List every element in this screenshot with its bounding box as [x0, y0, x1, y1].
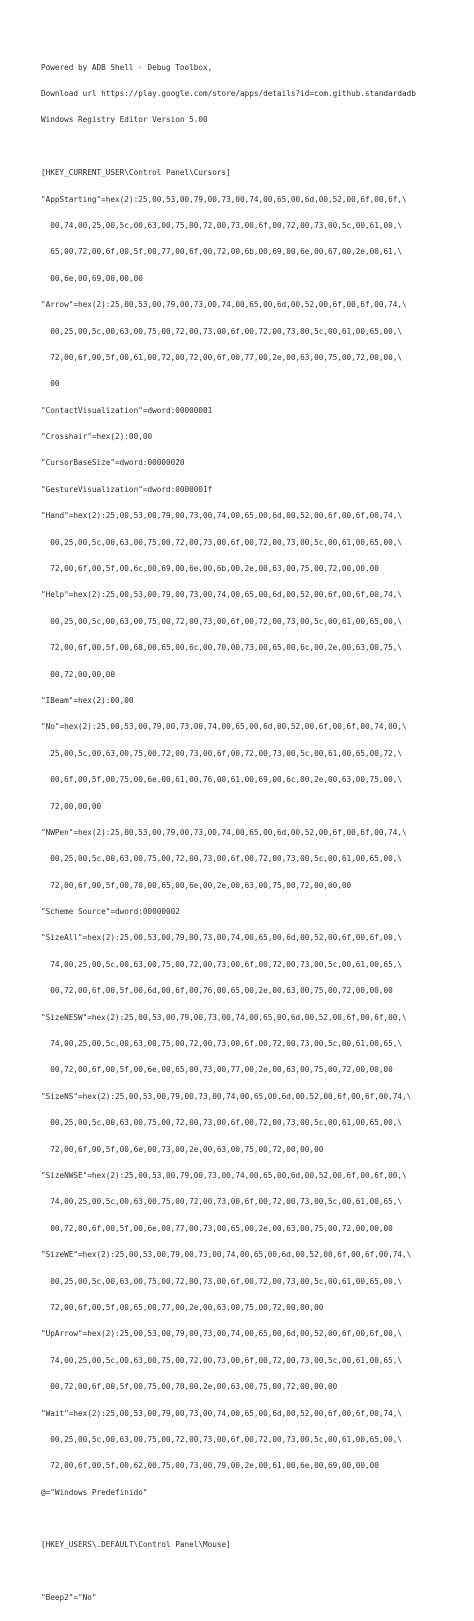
registry-value-line: 00,74,00,25,00,5c,00,63,00,75,00,72,00,73,00,6f,00,72,00,73,00,5c,00,61,00,\	[41, 220, 403, 230]
registry-value-line: 00,6f,00,5f,00,75,00,6e,00,61,00,76,00,61,00,69,00,6c,00,2e,00,63,00,75,00,\	[41, 775, 403, 785]
registry-value-line: 00,25,00,5c,00,63,00,75,00,72,00,73,00,6f,00,72,00,73,00,5c,00,61,00,65,00,\	[41, 1118, 403, 1128]
registry-value-line: 25,00,5c,00,63,00,75,00,72,00,73,00,6f,00,72,00,73,00,5c,00,61,00,65,00,72,\	[41, 748, 403, 758]
registry-value-line: 00,72,00,6f,00,5f,00,6e,00,65,00,73,00,77,00,2e,00,63,00,75,00,72,00,00,00	[41, 1065, 393, 1075]
registry-value-line: "Arrow"=hex(2):25,00,53,00,79,00,73,00,74,00,65,00,6d,00,52,00,6f,00,6f,00,74,\	[41, 300, 407, 310]
registry-value-line: 00,72,00,6f,00,5f,00,6d,00,6f,00,76,00,65,00,2e,00,63,00,75,00,72,00,00,00	[41, 986, 393, 996]
registry-value-line: 00,25,00,5c,00,63,00,75,00,72,00,73,00,6f,00,72,00,73,00,5c,00,61,00,65,00,\	[41, 1434, 403, 1444]
registry-value-line: 72,00,6f,00,5f,00,61,00,72,00,72,00,6f,00,77,00,2e,00,63,00,75,00,72,00,00,\	[41, 352, 403, 362]
registry-value-line: 72,00,6f,00,5f,00,62,00,75,00,73,00,79,00,2e,00,61,00,6e,00,69,00,00,00	[41, 1461, 379, 1471]
registry-value-line: 00,6e,00,69,00,00,00	[41, 273, 143, 283]
registry-value-line: 00,25,00,5c,00,63,00,75,00,72,00,73,00,6f,00,72,00,73,00,5c,00,61,00,65,00,\	[41, 1276, 403, 1286]
registry-value-line: 00	[41, 379, 60, 389]
registry-value-beep2: "Beep2"="No"	[41, 1593, 97, 1603]
registry-value-line: "SizeNWSE"=hex(2):25,00,53,00,79,00,73,00,74,00,65,00,6d,00,52,00,6f,00,6f,00,\	[41, 1171, 407, 1180]
registry-value-line: 00,25,00,5c,00,63,00,75,00,72,00,73,00,6f,00,72,00,73,00,5c,00,61,00,65,00,\	[41, 537, 403, 547]
header-line-editor-version: Windows Registry Editor Version 5.00	[41, 115, 208, 125]
registry-value-line: "Hand"=hex(2):25,00,53,00,79,00,73,00,74,00,65,00,6d,00,52,00,6f,00,6f,00,74,\	[41, 511, 403, 521]
registry-value-line: 00,25,00,5c,00,63,00,75,00,72,00,73,00,6f,00,72,00,73,00,5c,00,61,00,65,00,\	[41, 854, 403, 864]
registry-value-line: "Crosshair"=hex(2):00,00	[41, 432, 153, 442]
registry-value-line: 74,00,25,00,5c,00,63,00,75,00,72,00,73,00,6f,00,72,00,73,00,5c,00,61,00,65,\	[41, 1039, 403, 1049]
registry-value-line: 74,00,25,00,5c,00,63,00,75,00,72,00,73,00,6f,00,72,00,73,00,5c,00,61,00,65,\	[41, 1197, 403, 1207]
registry-value-line: 72,00,6f,00,5f,00,65,00,77,00,2e,00,63,00,75,00,72,00,00,00	[41, 1302, 324, 1312]
registry-value-line: 65,00,72,00,6f,00,5f,00,77,00,6f,00,72,00,6b,00,69,00,6e,00,67,00,2e,00,61,\	[41, 247, 403, 257]
registry-value-line: 00,25,00,5c,00,63,00,75,00,72,00,73,00,6f,00,72,00,73,00,5c,00,61,00,65,00,\	[41, 616, 403, 626]
registry-value-line: "AppStarting"=hex(2):25,00,53,00,79,00,73,00,74,00,65,00,6d,00,52,00,6f,00,6f,\	[41, 194, 407, 204]
registry-value-line: "CursorBaseSize"=dword:00000020	[41, 458, 185, 468]
registry-value-line: 00,72,00,00,00	[41, 669, 116, 679]
registry-value-line: "SizeAll"=hex(2):25,00,53,00,79,00,73,00,74,00,65,00,6d,00,52,00,6f,00,6f,00,\	[41, 933, 403, 943]
blank-line	[41, 143, 467, 152]
registry-value-line: "Scheme Source"=dword:00000002	[41, 907, 180, 917]
registry-value-line: "Help"=hex(2):25,00,53,00,79,00,73,00,74,00,65,00,6d,00,52,00,6f,00,6f,00,74,\	[41, 590, 403, 600]
registry-value-line: 74,00,25,00,5c,00,63,00,75,00,72,00,73,00,6f,00,72,00,73,00,5c,00,61,00,65,\	[41, 959, 403, 969]
registry-value-line: 00,25,00,5c,00,63,00,75,00,72,00,73,00,6f,00,72,00,73,00,5c,00,61,00,65,00,\	[41, 326, 403, 336]
registry-value-line: "SizeNESW"=hex(2):25,00,53,00,79,00,73,00,74,00,65,00,6d,00,52,00,6f,00,6f,00,\	[41, 1012, 407, 1022]
registry-value-line: 74,00,25,00,5c,00,63,00,75,00,72,00,73,00,6f,00,72,00,73,00,5c,00,61,00,65,\	[41, 1355, 403, 1365]
header-line-download-url: Download url https://play.google.com/store/apps/details?id=com.github.standardadb	[41, 88, 416, 98]
registry-value-line: "NWPen"=hex(2):25,00,53,00,79,00,73,00,74,00,65,00,6d,00,52,00,6f,00,6f,00,74,\	[41, 827, 407, 837]
registry-value-line: "SizeWE"=hex(2):25,00,53,00,79,00,73,00,74,00,65,00,6d,00,52,00,6f,00,6f,00,74,\	[41, 1250, 412, 1260]
registry-default-value: @="Windows Predefinido"	[41, 1487, 148, 1497]
registry-value-line: 00,72,00,6f,00,5f,00,75,00,70,00,2e,00,63,00,75,00,72,00,00,00	[41, 1382, 338, 1392]
registry-value-line: 72,00,6f,00,5f,00,70,00,65,00,6e,00,2e,00,63,00,75,00,72,00,00,00	[41, 880, 352, 890]
registry-key-mouse: [HKEY_USERS\.DEFAULT\Control Panel\Mouse]	[41, 1540, 231, 1550]
registry-value-line: 72,00,00,00	[41, 801, 102, 811]
header-line-powered-by: Powered by ADB Shell - Debug Toolbox,	[41, 62, 213, 72]
registry-value-line: 72,00,6f,00,5f,00,68,00,65,00,6c,00,70,00,73,00,65,00,6c,00,2e,00,63,00,75,\	[41, 643, 403, 653]
registry-key-cursors: [HKEY_CURRENT_USER\Control Panel\Cursors]	[41, 168, 231, 178]
registry-value-line: 72,00,6f,00,5f,00,6e,00,73,00,2e,00,63,00,75,00,72,00,00,00	[41, 1144, 324, 1154]
registry-value-line: "IBeam"=hex(2):00,00	[41, 695, 134, 705]
registry-value-line: "SizeNS"=hex(2):25,00,53,00,79,00,73,00,74,00,65,00,6d,00,52,00,6f,00,6f,00,74,\	[41, 1091, 412, 1101]
registry-value-line: "No"=hex(2):25,00,53,00,79,00,73,00,74,00,65,00,6d,00,52,00,6f,00,6f,00,74,00,\	[41, 722, 407, 732]
registry-value-line: "GestureVisualization"=dword:0000001f	[41, 484, 213, 494]
registry-text-block	[41, 46, 467, 1621]
registry-value-line: "ContactVisualization"=dword:00000001	[41, 405, 213, 415]
registry-value-line: "Wait"=hex(2):25,00,53,00,79,00,73,00,74,00,65,00,6d,00,52,00,6f,00,6f,00,74,\	[41, 1408, 403, 1418]
registry-value-line: 00,72,00,6f,00,5f,00,6e,00,77,00,73,00,65,00,2e,00,63,00,75,00,72,00,00,00	[41, 1223, 393, 1233]
registry-value-line: 72,00,6f,00,5f,00,6c,00,69,00,6e,00,6b,00,2e,00,63,00,75,00,72,00,00,00	[41, 564, 379, 574]
blank-line	[41, 1568, 467, 1577]
blank-line	[41, 1515, 467, 1524]
registry-value-line: "UpArrow"=hex(2):25,00,53,00,79,00,73,00,74,00,65,00,6d,00,52,00,6f,00,6f,00,\	[41, 1329, 403, 1339]
